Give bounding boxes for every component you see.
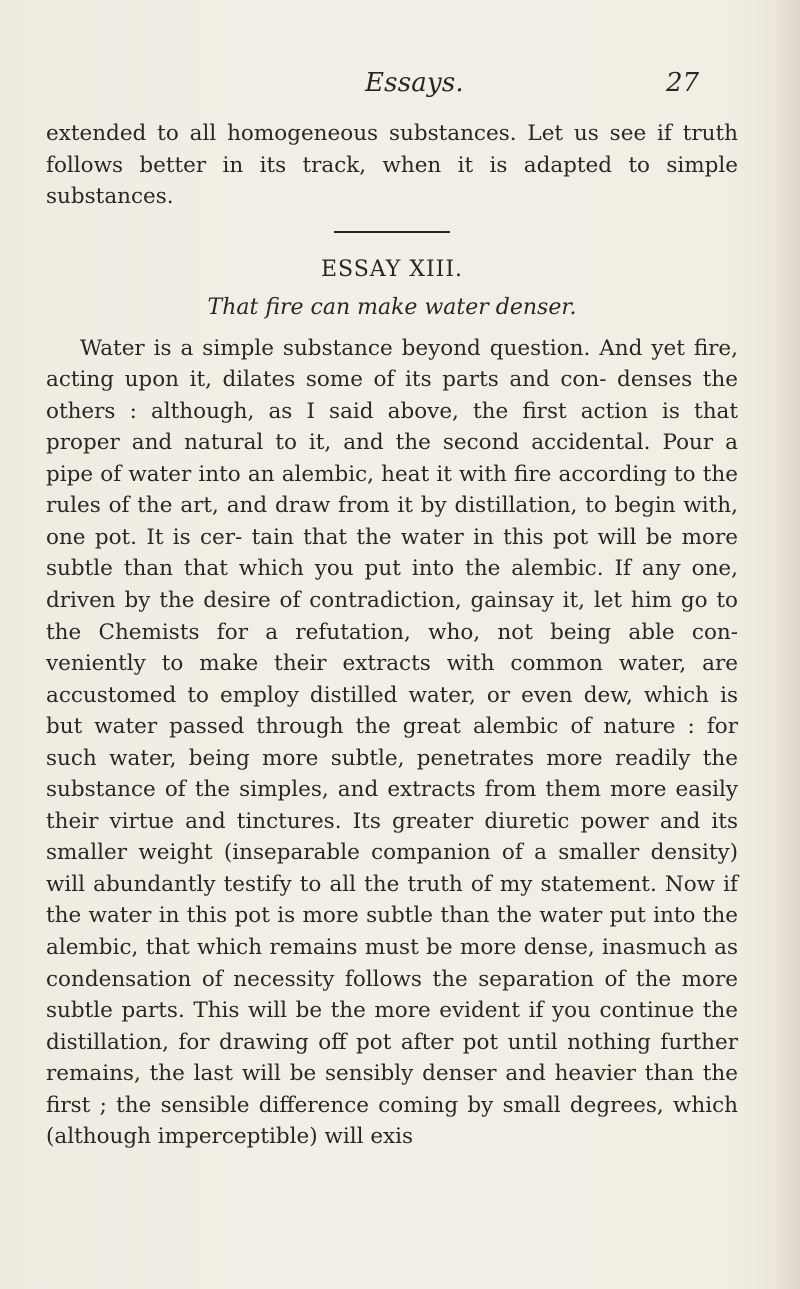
- section-divider: [334, 231, 450, 233]
- essay-body: Water is a simple substance beyond question. And yet fire, acting upon it, dilates some of its parts and con- denses the others : although, as I said above, the first action is that proper and natural to it, and the second accidental. Pour a pipe of water into an alembic, heat it with fire according to the rules of the art, and draw from it by distillation, to begin with, one pot. It is cer- tain that the water in this pot will be more subtle than that which you put into the alembic. If any one, driven by the desire of contradiction, gainsay it, let him go to the Chemists for a refutation, who, not being able con- veniently to make their extracts with common water, are accustomed to employ distilled water, or even dew, which is but water passed through the great alembic of nature : for such water, being more subtle, penetrates more readily the substance of the simples, and extracts from them more easily their virtue and tinctures. Its greater diuretic power and its smaller weight (inseparable companion of a smaller density) will abundantly testify to all the truth of my statement. Now if the water in this pot is more subtle than the water put into the alembic, that which remains must be more dense, inasmuch as condensation of necessity follows the separation of the more subtle parts. This will be the more evident if you continue the distillation, for drawing off pot after pot until nothing further remains, the last will be sensibly denser and heavier than the first ; the sensible difference coming by small degrees, which (although imperceptible) will exis: [46, 335, 738, 1150]
- intro-paragraph: extended to all homogeneous substances. Let us see if truth follows better in its track, when it is adapted to simple substances.: [46, 121, 738, 210]
- essay-number: ESSAY XIII.: [320, 256, 464, 282]
- essay-title: That fire can make water denser.: [207, 294, 577, 320]
- page-number: 27: [666, 68, 700, 98]
- page-edge-shadow: [772, 0, 800, 1289]
- text-block: [46, 118, 738, 1153]
- page-header: [0, 68, 800, 108]
- running-head: Essays.: [365, 68, 464, 98]
